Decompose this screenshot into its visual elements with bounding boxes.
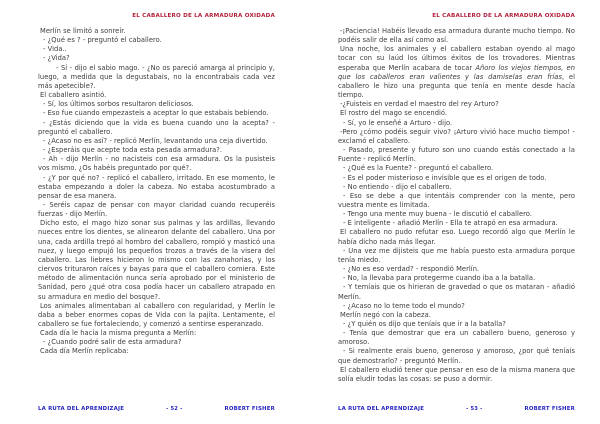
page-number: - 53 - bbox=[466, 406, 483, 412]
paragraph bbox=[338, 228, 575, 246]
paragraph bbox=[338, 164, 575, 173]
text-run: El caballero eludió tener que pensar en eso de la misma manera que solía eludir todas las cosas: se puso a dormir. bbox=[338, 365, 575, 383]
text-run: - Y temíais que os hirieran de gravedad o que os mataran - añadió Merlín. bbox=[338, 283, 575, 301]
page-body bbox=[338, 27, 575, 385]
text-run: - Una vez me dijisteis que me había puesto esta armadura porque tenía miedo. bbox=[338, 246, 575, 264]
paragraph bbox=[38, 27, 275, 36]
paragraph bbox=[38, 109, 275, 118]
text-run: - ¿Vida? bbox=[43, 54, 70, 63]
paragraph bbox=[338, 146, 575, 164]
text-run: - No entiendo - dijo el caballero. bbox=[343, 182, 452, 191]
paragraph bbox=[338, 219, 575, 228]
text-run: - Tengo una mente muy buena - le discutió el caballero. bbox=[343, 210, 532, 219]
paragraph bbox=[338, 311, 575, 320]
text-run: - ¿Qué es ? - preguntó el caballero. bbox=[43, 36, 162, 45]
text-run: - Sí, yo le enseñé a Arturo - dijo. bbox=[343, 118, 453, 127]
text-run: - ¿Esperáis que acepte toda esta pesada armadura?. bbox=[43, 146, 223, 155]
footer-author: ROBERT FISHER bbox=[224, 406, 275, 412]
text-run: Los animales alimentaban al caballero con regularidad, y Merlín le daba a beber enormes copas de Vida con la pajita. Lentamente, el caballero se fue fortaleciendo, y comenzó a sentirse esperanzado. bbox=[38, 301, 275, 328]
text-run: - ¿Y quién os dijo que teníais que ir a la batalla? bbox=[343, 320, 506, 328]
text-run: - ¿Qué es la Fuente? - preguntó el caballero. bbox=[343, 164, 494, 173]
text-run: El caballero no pudo refutar eso. Luego recordó algo que Merlín le había dicho nada más llegar. bbox=[338, 228, 575, 246]
paragraph bbox=[338, 183, 575, 192]
text-run: - Ah - dijo Merlín - no nacisteis con esa armadura. Os la pusisteis vos mismo. ¿Os habéis preguntado por qué?. bbox=[38, 155, 275, 173]
text-run: -Pero ¿cómo podéis seguir vivo? ¡Arturo vivió hace mucho tiempo! - exclamó el caballero. bbox=[338, 127, 575, 145]
paragraph bbox=[338, 192, 575, 210]
page-right bbox=[300, 0, 600, 424]
text-run: - Seréis capaz de pensar con mayor claridad cuando recuperéis fuerzas - dijo Merlín. bbox=[38, 200, 275, 219]
text-run: El rostro del mago se encendió. bbox=[340, 109, 448, 118]
running-header: EL CABALLERO DE LA ARMADURA OXIDADA bbox=[432, 13, 575, 19]
paragraph bbox=[338, 128, 575, 146]
text-run: El caballero asintió. bbox=[40, 91, 107, 100]
paragraph bbox=[338, 119, 575, 128]
page-number: - 52 - bbox=[166, 406, 183, 412]
text-run: -¡Paciencia! Habéis llevado esa armadura durante mucho tiempo. No podéis salir de ella así como así. bbox=[338, 27, 575, 45]
paragraph bbox=[38, 201, 275, 219]
paragraph bbox=[338, 27, 575, 45]
text-run: Merlín se limitó a sonreír. bbox=[40, 27, 126, 35]
text-run: - Eso fue cuando empezasteis a aceptar lo que estabais bebiendo. bbox=[43, 109, 269, 118]
text-run: Cada día le hacía la misma pregunta a Merlín: bbox=[40, 329, 197, 338]
paragraph bbox=[38, 155, 275, 173]
paragraph bbox=[38, 64, 275, 91]
italic-text: Añoro los viejos tiempos, en que los caballeros eran valientes y las damiselas eran frías bbox=[338, 63, 575, 81]
text-run: , el caballero le hizo una pregunta que tenía en mente desde hacía tiempo. bbox=[338, 72, 575, 100]
footer-book-title: LA RUTA DEL APRENDIZAJE bbox=[338, 406, 425, 412]
paragraph bbox=[38, 347, 275, 356]
text-run: Dicho esto, el mago hizo sonar sus palmas y las ardillas, llevando nueces entre los dientes, se alinearon delante del caballero. Una por una, cada ardilla trepó al hombro del caballero, rompió y masticó una nuez, y luego empujó los pequeños trozos a través de la visera del caballero. Las liebres hicieron lo mismo con las zanahorias, y los ciervos trituraron raíces y bayas para que el caballero comiera. Este método de alimentación nunca sería aprobado por el ministerio de Sanidad, pero ¿qué otra cosa podía hacer un caballero atrapado en su armadura en medio del bosque?. bbox=[38, 219, 275, 301]
paragraph bbox=[38, 119, 275, 137]
paragraph bbox=[38, 100, 275, 109]
paragraph bbox=[338, 366, 575, 384]
paragraph bbox=[38, 91, 275, 100]
paragraph bbox=[338, 274, 575, 283]
page-body bbox=[38, 27, 275, 385]
paragraph bbox=[38, 36, 275, 45]
paragraph bbox=[38, 146, 275, 155]
paragraph bbox=[338, 302, 575, 311]
paragraph bbox=[338, 347, 575, 365]
text-run: - E inteligente - añadió Merlín - Ella te atrapó en esa armadura. bbox=[343, 219, 558, 228]
text-run: -¿Fuisteis en verdad el maestro del rey Arturo? bbox=[340, 100, 499, 109]
page-footer bbox=[38, 406, 275, 412]
text-run: - ¿Y por qué no? - replicó el caballero, irritado. En ese momento, le estaba empezando a doler la cabeza. No estaba acostumbrado a pensar de esa manera. bbox=[38, 173, 275, 200]
text-run: - ¿Acaso no lo teme todo el mundo? bbox=[343, 301, 465, 310]
text-run: Merlín negó con la cabeza. bbox=[340, 310, 431, 319]
paragraph bbox=[338, 100, 575, 109]
text-run: - Pasado, presente y futuro son uno cuando estás conectado a la Fuente - replicó Merlín. bbox=[338, 146, 575, 164]
text-run: - ¿No es eso verdad? - respondió Merlín. bbox=[343, 265, 480, 274]
footer-book-title: LA RUTA DEL APRENDIZAJE bbox=[38, 406, 125, 412]
paragraph bbox=[338, 265, 575, 274]
paragraph bbox=[38, 338, 275, 347]
page-footer bbox=[338, 406, 575, 412]
text-run: - Tenía que demostrar que era un caballero bueno, generoso y amoroso. bbox=[338, 329, 575, 347]
paragraph bbox=[338, 210, 575, 219]
paragraph bbox=[38, 45, 275, 54]
paragraph bbox=[338, 283, 575, 301]
text-run: - Vida.. bbox=[43, 45, 67, 54]
text-run: - Es el poder misterioso e invisible que es el origen de todo. bbox=[343, 173, 547, 182]
text-run: - No, la llevaba para protegerme cuando iba a la batalla. bbox=[343, 274, 536, 283]
text-run: - Si realmente erais bueno, generoso y amoroso, ¿por qué teníais que demostrarlo? - preguntó Merlín. bbox=[338, 347, 575, 365]
paragraph bbox=[38, 174, 275, 201]
text-run: - ¿Acaso no es así? - replicó Merlín, levantando una ceja divertido. bbox=[43, 136, 268, 145]
paragraph bbox=[338, 247, 575, 265]
paragraph bbox=[338, 45, 575, 100]
text-run: - ¿Cuando podré salir de esta armadura? bbox=[43, 338, 182, 347]
text-run: - Eso se debe a que intentáis comprender con la mente, pero vuestra mente es limitada. bbox=[338, 191, 575, 209]
text-run: - Sí - dijo el sabio mago. - ¿No os pareció amarga al principio y, luego, a medida que la degustabais, no la encontrabais cada vez más apetecible?. bbox=[38, 63, 275, 90]
text-run: Una noche, los animales y el caballero estaban oyendo al mago tocar con su laúd los últimos éxitos de los trovadores. Mientras esperaba que Merlín acabara de tocar bbox=[338, 45, 575, 72]
paragraph bbox=[338, 174, 575, 183]
paragraph bbox=[38, 302, 275, 329]
paragraph bbox=[38, 329, 275, 338]
paragraph bbox=[38, 219, 275, 301]
paragraph bbox=[338, 329, 575, 347]
running-header: EL CABALLERO DE LA ARMADURA OXIDADA bbox=[132, 13, 275, 19]
footer-author: ROBERT FISHER bbox=[524, 406, 575, 412]
text-run: - Sí, los últimos sorbos resultaron deliciosos. bbox=[43, 100, 194, 109]
paragraph bbox=[38, 54, 275, 63]
text-run: - ¿Estás diciendo que la vida es buena cuando uno la acepta? - preguntó el caballero. bbox=[38, 118, 275, 136]
paragraph bbox=[38, 137, 275, 146]
text-run: Cada día Merlín replicaba: bbox=[40, 347, 129, 356]
paragraph bbox=[338, 109, 575, 118]
paragraph bbox=[338, 320, 575, 329]
